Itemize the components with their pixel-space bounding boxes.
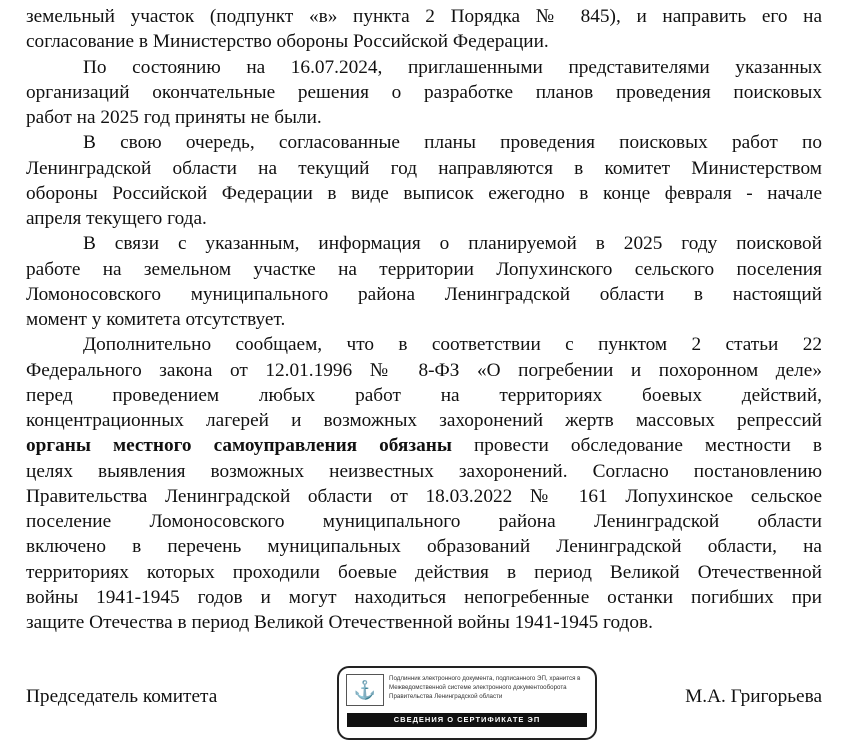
electronic-signature-stamp [337, 666, 597, 740]
bold-emphasis: органы местного самоуправления обязаны [26, 435, 452, 457]
text-line: Ломоносовского муниципального района Ленинградской области в настоящий [26, 283, 822, 305]
text-line: перед проведением любых работ на территориях боевых действий, [26, 384, 822, 406]
text-line: концентрационных лагерей и возможных захоронений жертв массовых репрессий [26, 410, 822, 431]
text-line: работе на земельном участке на территории Лопухинского сельского поселения [26, 258, 822, 280]
text-line: поселение Ломоносовского муниципального района Ленинградской области [26, 511, 822, 532]
text-line: защите Отечества в период Великой Отечественной войны 1941-1945 годов. [26, 612, 653, 633]
text-line: апреля текущего года. [26, 208, 207, 229]
signer-title: Председатель комитета [26, 686, 218, 707]
text-line: По состоянию на 16.07.2024, приглашенными представителями указанных [83, 56, 822, 78]
text-line: земельный участок (подпункт «в» пункта 2 Порядка № 845), и направить его на [26, 6, 822, 27]
coat-of-arms-icon: ⚓ [346, 674, 384, 706]
text-line: Правительства Ленинградской области от 18.03.2022 № 161 Лопухинское сельское [26, 485, 822, 507]
text-line: войны 1941-1945 годов и могут находиться непогребенные останки погибших при [26, 586, 822, 608]
text-line: Дополнительно сообщаем, что в соответствии с пунктом 2 статьи 22 [83, 334, 822, 356]
text-line: организаций окончательные решения о разработке планов проведения поисковых [26, 81, 822, 103]
stamp-text: Подлинник электронного документа, подписанного ЭП, хранится в Межведомственной системе электронного документооборота Правительства Ленинградской области [389, 675, 581, 700]
text-line: целях выявления возможных неизвестных захоронений. Согласно постановлению [26, 460, 822, 482]
document-body [26, 4, 822, 635]
text-line: момент у комитета отсутствует. [26, 309, 286, 330]
text-fragment: провести обследование местности в [451, 435, 822, 457]
text-line: обороны Российской Федерации в виде выписок ежегодно в конце февраля - начале [26, 182, 822, 204]
text-line: Ленинградской области на текущий год направляются в комитет Министерством [26, 157, 822, 179]
text-line [26, 433, 822, 458]
text-line: работ на 2025 год приняты не были. [26, 107, 322, 128]
certificate-header: СВЕДЕНИЯ О СЕРТИФИКАТЕ ЭП [347, 713, 587, 727]
text-line: В свою очередь, согласованные планы проведения поисковых работ по [83, 132, 822, 154]
text-line: территориях которых проходили боевые действия в период Великой Отечественной [26, 561, 822, 583]
text-line: согласование в Министерство обороны Российской Федерации. [26, 31, 549, 53]
text-line: В связи с указанным, информация о планируемой в 2025 году поисковой [83, 233, 822, 255]
signer-name: М.А. Григорьева [685, 686, 822, 707]
text-line: включено в перечень муниципальных образований Ленинградской области, на [26, 536, 822, 558]
text-line: Федерального закона от 12.01.1996 № 8-ФЗ «О погребении и похоронном деле» [26, 359, 822, 381]
